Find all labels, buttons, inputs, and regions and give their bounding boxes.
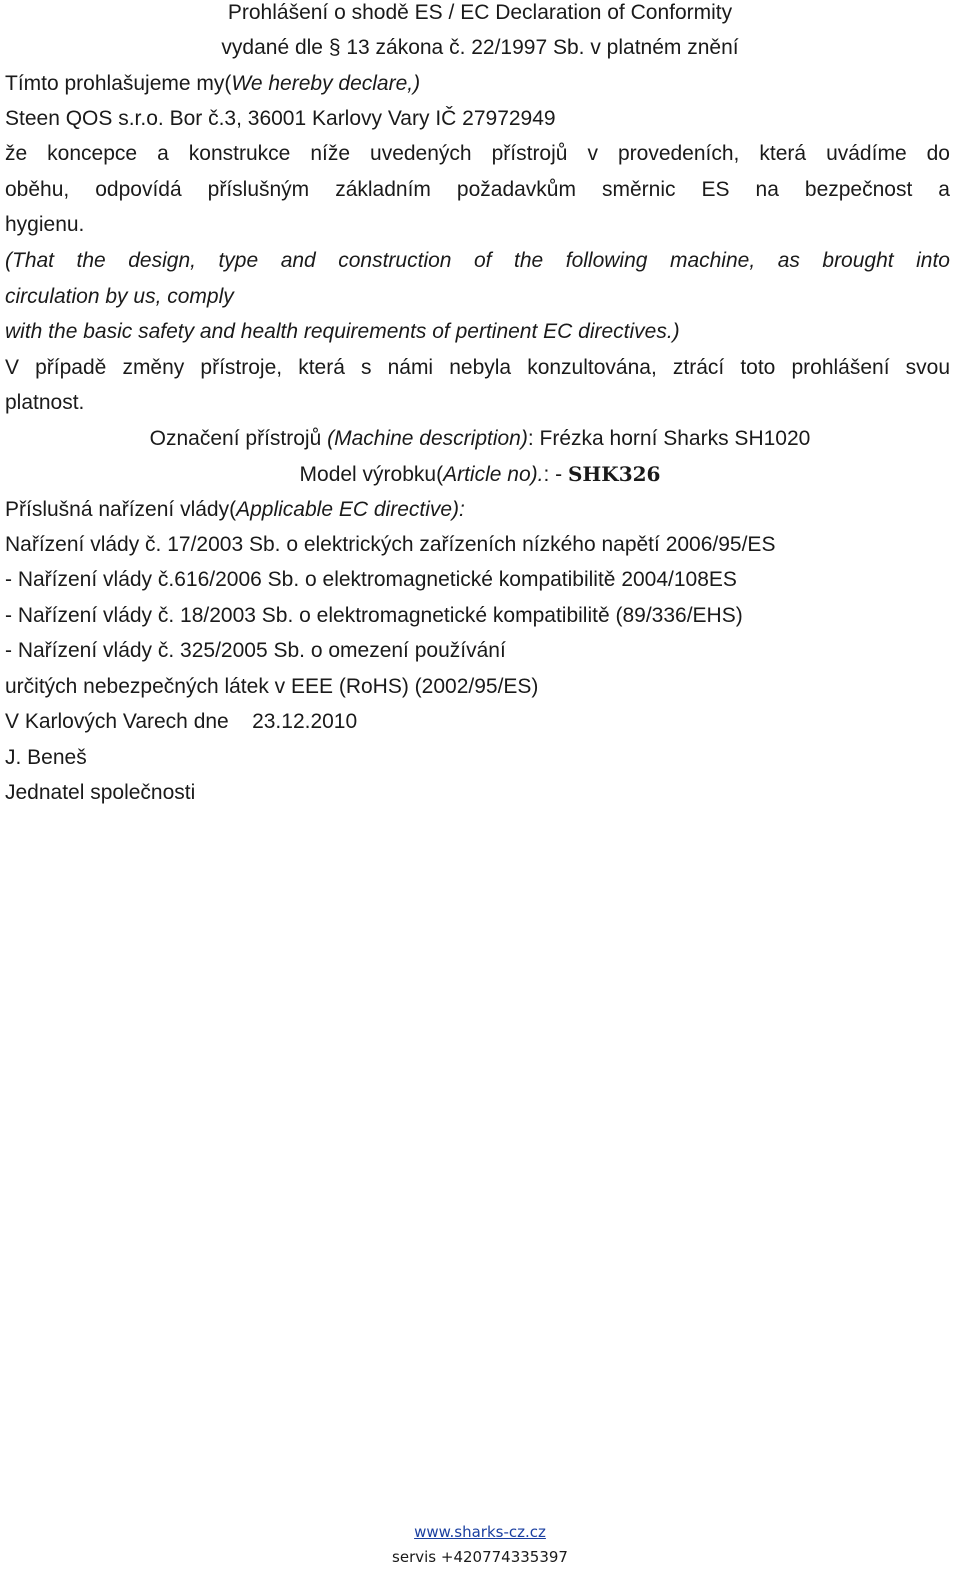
directives-heading-cs: Příslušná nařízení vlády( [5, 498, 237, 521]
website-link[interactable]: www.sharks-cz.cz [414, 1523, 546, 1541]
validity-line-2: platnost. [5, 391, 85, 414]
company-line: Steen QOS s.r.o. Bor č.3, 36001 Karlovy Vary IČ 27972949 [5, 107, 556, 130]
model-separator: : - [543, 463, 568, 486]
footer-website[interactable] [0, 1522, 960, 1542]
model-label-en: Article no). [443, 463, 544, 486]
directives-heading [5, 497, 950, 523]
declare-cs: Tímto prohlašujeme my( [5, 72, 232, 95]
statement-cs-line-2: oběhu, odpovídá příslušným základním požadavkům směrnic ES na bezpečnost a [5, 178, 950, 201]
declare-line [5, 71, 950, 97]
statement-en-line-3 [5, 319, 950, 345]
signatory-role: Jednatel společnosti [5, 781, 196, 804]
directive-item: - Nařízení vlády č.616/2006 Sb. o elektromagnetické kompatibilitě 2004/108ES [5, 568, 737, 591]
machine-label-cs: Označení přístrojů [149, 427, 328, 450]
machine-description [0, 426, 960, 452]
footer-service: servis +420774335397 [392, 1548, 568, 1566]
statement-en-line-1 [5, 248, 950, 274]
document-title: Prohlášení o shodě ES / EC Declaration of Conformity [227, 1, 733, 24]
machine-label-en: (Machine description) [327, 427, 528, 450]
model-number: SHK326 [567, 462, 661, 486]
validity-line-1: V případě změny přístroje, která s námi nebyla konzultována, ztrácí toto prohlášení svou [5, 356, 950, 379]
statement-en-line-2 [5, 284, 950, 310]
legal-basis: vydané dle § 13 zákona č. 22/1997 Sb. v platném znění [221, 36, 739, 59]
statement-en-text-3: with the basic safety and health requirements of pertinent EC directives.) [5, 320, 680, 343]
model-label-cs: Model výrobku( [299, 463, 444, 486]
directive-item: - Nařízení vlády č. 325/2005 Sb. o omezení používání [5, 639, 506, 662]
machine-value: : Frézka horní Sharks SH1020 [527, 427, 811, 450]
place-date: V Karlových Varech dne 23.12.2010 [5, 710, 358, 733]
signatory-name: J. Beneš [5, 746, 87, 769]
statement-cs-line-1: že koncepce a konstrukce níže uvedených přístrojů v provedeních, která uvádíme do [5, 142, 950, 165]
directives-heading-en: Applicable EC directive): [236, 498, 465, 521]
model-line [0, 461, 960, 487]
directive-item: určitých nebezpečných látek v EEE (RoHS) (2002/95/ES) [5, 675, 539, 698]
statement-en-text-1: (That the design, type and construction of the following machine, as brought into [5, 249, 950, 272]
directive-item: - Nařízení vlády č. 18/2003 Sb. o elektromagnetické kompatibilitě (89/336/EHS) [5, 604, 743, 627]
directive-item: Nařízení vlády č. 17/2003 Sb. o elektrických zařízeních nízkého napětí 2006/95/ES [5, 533, 776, 556]
declare-en: We hereby declare,) [231, 72, 421, 95]
statement-cs-line-3: hygienu. [5, 213, 85, 236]
statement-en-text-2: circulation by us, comply [5, 285, 234, 308]
